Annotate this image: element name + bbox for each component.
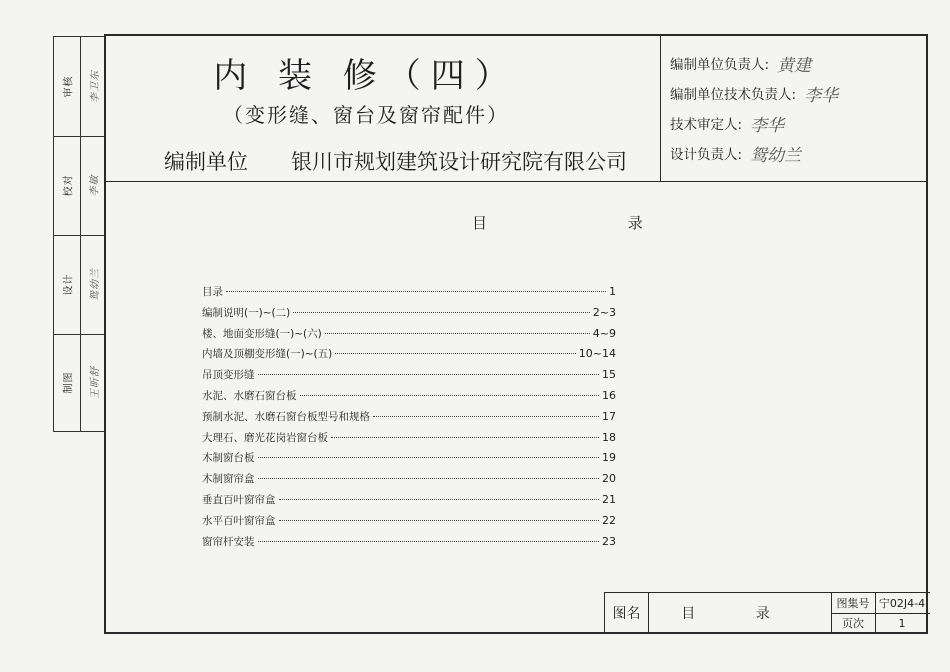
responsible-list — [670, 48, 838, 168]
signature: 黄建 — [777, 55, 812, 76]
strip-role-1: 审核 — [63, 75, 75, 98]
toc-item[interactable]: 窗帘杆安装 23 — [202, 534, 616, 548]
page-label: 页次 — [842, 617, 864, 630]
toc-item[interactable]: 内墙及顶棚变形缝(一)~(五) 10~14 — [202, 347, 616, 361]
drawing-name-label: 图名 — [612, 606, 641, 622]
atlas-subtitle: （变形缝、窗台及窗帘配件） — [223, 103, 509, 127]
strip-role-2: 校对 — [63, 174, 75, 197]
strip-name-4: 王昕舒 — [89, 366, 101, 399]
toc-item[interactable]: 大理石、磨光花岗岩窗台板 18 — [202, 430, 616, 444]
signature: 鸳幼兰 — [750, 145, 802, 166]
atlas-no-label: 图集号 — [836, 597, 870, 610]
responsible-row — [670, 48, 838, 78]
toc-item[interactable]: 垂直百叶窗帘盒 21 — [202, 492, 616, 506]
toc-item[interactable]: 水平百叶窗帘盒 22 — [202, 513, 616, 527]
drawing-frame — [104, 34, 928, 634]
strip-name-1: 李卫东 — [89, 70, 101, 103]
toc-item[interactable]: 楼、地面变形缝(一)~(六) 4~9 — [202, 326, 616, 340]
strip-role-3: 设计 — [63, 273, 75, 296]
responsible-row — [670, 108, 838, 138]
atlas-title: 内 装 修（四） — [213, 56, 519, 96]
strip-role-4: 制图 — [63, 371, 75, 394]
toc-item[interactable]: 水泥、水磨石窗台板 16 — [202, 388, 616, 402]
responsible-label: 编制单位负责人: — [670, 57, 770, 73]
org-label: 编制单位 — [164, 150, 248, 174]
toc-item[interactable]: 木制窗台板 19 — [202, 451, 616, 465]
toc-heading: 目 录 — [472, 214, 711, 232]
responsible-row — [670, 78, 838, 108]
strip-name-3: 鸳幼兰 — [89, 268, 101, 301]
responsible-label: 编制单位技术负责人: — [670, 87, 797, 103]
responsible-row — [670, 138, 838, 168]
responsible-label: 设计负责人: — [670, 147, 743, 163]
signature: 李华 — [750, 115, 785, 136]
toc-item[interactable]: 预制水泥、水磨石窗台板型号和规格 17 — [202, 409, 616, 423]
signoff-strip — [53, 36, 105, 432]
atlas-no: 宁02J4-4 — [878, 597, 926, 610]
title-block — [604, 592, 930, 634]
page-no: 1 — [898, 616, 906, 630]
toc-item[interactable]: 木制窗帘盒 20 — [202, 472, 616, 486]
drawing-name: 目 录 — [681, 606, 798, 622]
signature: 李华 — [804, 85, 839, 106]
org-name: 银川市规划建筑设计研究院有限公司 — [291, 150, 627, 174]
toc-item[interactable]: 编制说明(一)~(二) 2~3 — [202, 305, 616, 319]
toc-item[interactable]: 吊顶变形缝 15 — [202, 368, 616, 382]
strip-name-2: 李敏 — [89, 174, 101, 197]
responsible-label: 技术审定人: — [670, 117, 743, 133]
toc-item[interactable]: 目录 1 — [202, 285, 616, 298]
table-of-contents — [202, 284, 616, 554]
